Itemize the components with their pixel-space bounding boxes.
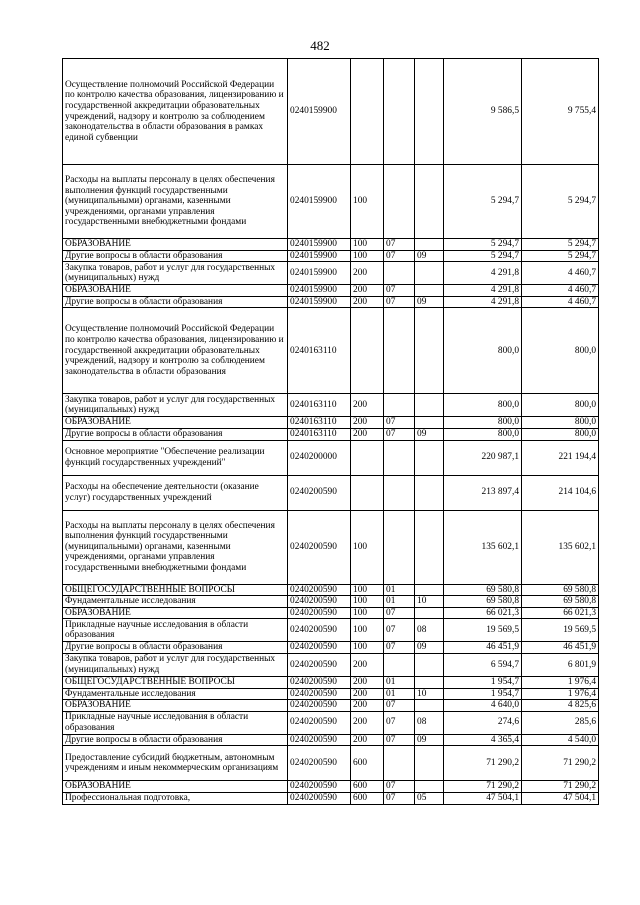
table-row (63, 417, 599, 429)
row-code-cell: 0240200590 (288, 607, 351, 619)
row-amount-1-cell: 46 451,9 (444, 642, 522, 654)
row-amount-2-cell: 285,6 (522, 711, 599, 734)
row-name-cell: ОБРАЗОВАНИЕ (63, 781, 288, 793)
budget-table (62, 58, 599, 805)
budget-table-body (63, 59, 599, 805)
row-name-cell: Другие вопросы в области образования (63, 428, 288, 440)
row-amount-2-cell: 800,0 (522, 394, 599, 417)
row-amount-2-cell: 69 580,8 (522, 584, 599, 596)
row-section-cell: 07 (384, 607, 415, 619)
row-expense-type-cell: 100 (351, 250, 384, 262)
table-row (63, 394, 599, 417)
row-amount-2-cell: 47 504,1 (522, 792, 599, 804)
row-amount-1-cell: 800,0 (444, 394, 522, 417)
row-subsection-cell: 09 (415, 642, 444, 654)
table-row (63, 746, 599, 781)
row-amount-2-cell: 4 460,7 (522, 296, 599, 308)
row-subsection-cell (415, 308, 444, 394)
row-amount-1-cell: 135 602,1 (444, 510, 522, 584)
table-row (63, 285, 599, 297)
row-name-cell: Профессиональная подготовка, (63, 792, 288, 804)
row-amount-1-cell: 5 294,7 (444, 250, 522, 262)
row-section-cell (384, 262, 415, 285)
row-code-cell: 0240159900 (288, 296, 351, 308)
row-code-cell: 0240200590 (288, 781, 351, 793)
row-name-cell: Другие вопросы в области образования (63, 642, 288, 654)
row-code-cell: 0240200590 (288, 746, 351, 781)
table-row (63, 711, 599, 734)
row-amount-2-cell: 4 825,6 (522, 700, 599, 712)
row-name-cell: ОБРАЗОВАНИЕ (63, 417, 288, 429)
table-row (63, 165, 599, 239)
table-row (63, 734, 599, 746)
row-section-cell (384, 475, 415, 510)
row-section-cell: 01 (384, 584, 415, 596)
row-code-cell: 0240200590 (288, 676, 351, 688)
row-subsection-cell (415, 700, 444, 712)
row-section-cell (384, 653, 415, 676)
row-expense-type-cell: 200 (351, 676, 384, 688)
row-code-cell: 0240200590 (288, 653, 351, 676)
row-section-cell (384, 394, 415, 417)
row-expense-type-cell: 100 (351, 642, 384, 654)
row-subsection-cell (415, 165, 444, 239)
row-amount-1-cell: 69 580,8 (444, 584, 522, 596)
row-expense-type-cell: 200 (351, 285, 384, 297)
row-amount-1-cell: 47 504,1 (444, 792, 522, 804)
row-code-cell: 0240200590 (288, 584, 351, 596)
row-expense-type-cell: 200 (351, 711, 384, 734)
row-name-cell: ОБРАЗОВАНИЕ (63, 700, 288, 712)
row-subsection-cell: 10 (415, 596, 444, 608)
row-subsection-cell (415, 653, 444, 676)
row-expense-type-cell (351, 440, 384, 475)
row-amount-1-cell: 213 897,4 (444, 475, 522, 510)
row-amount-1-cell: 9 586,5 (444, 59, 522, 165)
row-expense-type-cell (351, 59, 384, 165)
row-amount-1-cell: 800,0 (444, 417, 522, 429)
row-amount-2-cell: 4 460,7 (522, 262, 599, 285)
row-amount-2-cell: 69 580,8 (522, 596, 599, 608)
row-subsection-cell: 05 (415, 792, 444, 804)
row-section-cell: 07 (384, 734, 415, 746)
row-amount-2-cell: 4 540,0 (522, 734, 599, 746)
row-amount-1-cell: 4 291,8 (444, 262, 522, 285)
row-expense-type-cell: 100 (351, 510, 384, 584)
row-amount-1-cell: 1 954,7 (444, 676, 522, 688)
row-code-cell: 0240159900 (288, 59, 351, 165)
row-subsection-cell: 09 (415, 428, 444, 440)
page-number: 482 (310, 38, 330, 53)
row-amount-1-cell: 4 291,8 (444, 285, 522, 297)
table-row (63, 596, 599, 608)
table-row (63, 792, 599, 804)
table-row (63, 308, 599, 394)
row-code-cell: 0240200590 (288, 711, 351, 734)
row-name-cell: ОБЩЕГОСУДАРСТВЕННЫЕ ВОПРОСЫ (63, 584, 288, 596)
row-expense-type-cell: 100 (351, 165, 384, 239)
table-row (63, 59, 599, 165)
row-name-cell: Расходы на выплаты персоналу в целях обеспечения выполнения функций государственными (муниципальными) органами, казенными учреждениями, органами управления государственными внебюджетными фондами (63, 510, 288, 584)
row-amount-1-cell: 4 640,0 (444, 700, 522, 712)
row-expense-type-cell: 200 (351, 262, 384, 285)
row-amount-1-cell: 5 294,7 (444, 239, 522, 251)
row-expense-type-cell: 200 (351, 653, 384, 676)
row-amount-1-cell: 5 294,7 (444, 165, 522, 239)
row-amount-2-cell: 214 104,6 (522, 475, 599, 510)
row-amount-1-cell: 1 954,7 (444, 688, 522, 700)
row-name-cell: Фундаментальные исследования (63, 596, 288, 608)
row-section-cell: 01 (384, 688, 415, 700)
row-code-cell: 0240200590 (288, 734, 351, 746)
row-expense-type-cell: 100 (351, 607, 384, 619)
table-row (63, 428, 599, 440)
row-expense-type-cell: 100 (351, 596, 384, 608)
row-code-cell: 0240200590 (288, 642, 351, 654)
row-expense-type-cell: 200 (351, 417, 384, 429)
row-name-cell: ОБЩЕГОСУДАРСТВЕННЫЕ ВОПРОСЫ (63, 676, 288, 688)
table-row (63, 642, 599, 654)
row-section-cell: 07 (384, 417, 415, 429)
row-expense-type-cell: 100 (351, 619, 384, 642)
row-section-cell (384, 165, 415, 239)
row-section-cell: 07 (384, 781, 415, 793)
row-expense-type-cell: 600 (351, 746, 384, 781)
row-name-cell: Предоставление субсидий бюджетным, автономным учреждениям и иным некоммерческим организациям (63, 746, 288, 781)
row-section-cell (384, 308, 415, 394)
table-row (63, 296, 599, 308)
row-subsection-cell (415, 781, 444, 793)
row-section-cell: 07 (384, 642, 415, 654)
row-amount-2-cell: 800,0 (522, 417, 599, 429)
row-subsection-cell: 09 (415, 296, 444, 308)
row-amount-2-cell: 4 460,7 (522, 285, 599, 297)
row-amount-2-cell: 46 451,9 (522, 642, 599, 654)
row-amount-1-cell: 71 290,2 (444, 781, 522, 793)
row-name-cell: Закупка товаров, работ и услуг для государственных (муниципальных) нужд (63, 394, 288, 417)
row-name-cell: Расходы на обеспечение деятельности (оказание услуг) государственных учреждений (63, 475, 288, 510)
row-name-cell: Закупка товаров, работ и услуг для государственных (муниципальных) нужд (63, 653, 288, 676)
row-expense-type-cell: 200 (351, 296, 384, 308)
row-code-cell: 0240200590 (288, 475, 351, 510)
row-amount-2-cell: 6 801,9 (522, 653, 599, 676)
row-section-cell: 01 (384, 596, 415, 608)
row-amount-1-cell: 6 594,7 (444, 653, 522, 676)
row-expense-type-cell: 200 (351, 428, 384, 440)
row-subsection-cell (415, 394, 444, 417)
row-code-cell: 0240159900 (288, 165, 351, 239)
row-section-cell: 07 (384, 239, 415, 251)
row-name-cell: Осуществление полномочий Российской Федерации по контролю качества образования, лицензированию и государственной аккредитации образовательных учреждений, надзору и контролю за соблюдением законодательства в области образования в рамках единой субвенции (63, 59, 288, 165)
row-name-cell: Фундаментальные исследования (63, 688, 288, 700)
row-subsection-cell: 09 (415, 250, 444, 262)
table-row (63, 700, 599, 712)
row-expense-type-cell: 200 (351, 734, 384, 746)
row-section-cell: 07 (384, 428, 415, 440)
row-subsection-cell (415, 746, 444, 781)
table-row (63, 440, 599, 475)
table-row (63, 584, 599, 596)
row-amount-2-cell: 1 976,4 (522, 676, 599, 688)
row-code-cell: 0240200590 (288, 700, 351, 712)
row-amount-2-cell: 5 294,7 (522, 239, 599, 251)
row-expense-type-cell: 100 (351, 584, 384, 596)
row-subsection-cell (415, 440, 444, 475)
row-amount-1-cell: 800,0 (444, 308, 522, 394)
row-expense-type-cell: 600 (351, 792, 384, 804)
row-amount-2-cell: 1 976,4 (522, 688, 599, 700)
table-row (63, 688, 599, 700)
row-name-cell: Закупка товаров, работ и услуг для государственных (муниципальных) нужд (63, 262, 288, 285)
row-subsection-cell: 08 (415, 619, 444, 642)
row-subsection-cell: 10 (415, 688, 444, 700)
row-subsection-cell (415, 285, 444, 297)
row-expense-type-cell: 600 (351, 781, 384, 793)
row-amount-2-cell: 66 021,3 (522, 607, 599, 619)
row-amount-1-cell: 69 580,8 (444, 596, 522, 608)
row-subsection-cell (415, 676, 444, 688)
row-amount-1-cell: 4 365,4 (444, 734, 522, 746)
table-row (63, 676, 599, 688)
row-code-cell: 0240200000 (288, 440, 351, 475)
row-section-cell (384, 440, 415, 475)
row-name-cell: Прикладные научные исследования в области образования (63, 619, 288, 642)
row-subsection-cell (415, 584, 444, 596)
row-amount-2-cell: 9 755,4 (522, 59, 599, 165)
row-amount-1-cell: 71 290,2 (444, 746, 522, 781)
row-code-cell: 0240200590 (288, 792, 351, 804)
row-expense-type-cell: 100 (351, 239, 384, 251)
row-code-cell: 0240159900 (288, 250, 351, 262)
row-expense-type-cell (351, 475, 384, 510)
row-section-cell: 07 (384, 250, 415, 262)
row-amount-2-cell: 5 294,7 (522, 165, 599, 239)
row-section-cell: 07 (384, 711, 415, 734)
row-amount-1-cell: 66 021,3 (444, 607, 522, 619)
row-name-cell: Прикладные научные исследования в области образования (63, 711, 288, 734)
row-name-cell: ОБРАЗОВАНИЕ (63, 239, 288, 251)
row-subsection-cell (415, 417, 444, 429)
row-code-cell: 0240159900 (288, 285, 351, 297)
row-subsection-cell (415, 607, 444, 619)
row-amount-1-cell: 19 569,5 (444, 619, 522, 642)
row-section-cell: 07 (384, 619, 415, 642)
row-section-cell: 07 (384, 296, 415, 308)
row-name-cell: Другие вопросы в области образования (63, 734, 288, 746)
row-name-cell: Расходы на выплаты персоналу в целях обеспечения выполнения функций государственными (муниципальными) органами, казенными учреждениями, органами управления государственными внебюджетными фондами (63, 165, 288, 239)
table-row (63, 250, 599, 262)
row-amount-2-cell: 71 290,2 (522, 781, 599, 793)
row-section-cell: 07 (384, 285, 415, 297)
table-row (63, 510, 599, 584)
row-expense-type-cell: 200 (351, 688, 384, 700)
row-name-cell: ОБРАЗОВАНИЕ (63, 285, 288, 297)
table-row (63, 619, 599, 642)
table-row (63, 262, 599, 285)
row-code-cell: 0240200590 (288, 619, 351, 642)
row-amount-2-cell: 71 290,2 (522, 746, 599, 781)
row-subsection-cell (415, 262, 444, 285)
row-amount-2-cell: 19 569,5 (522, 619, 599, 642)
row-expense-type-cell: 200 (351, 394, 384, 417)
row-code-cell: 0240163110 (288, 394, 351, 417)
row-section-cell (384, 746, 415, 781)
row-name-cell: ОБРАЗОВАНИЕ (63, 607, 288, 619)
row-section-cell: 01 (384, 676, 415, 688)
row-amount-2-cell: 221 194,4 (522, 440, 599, 475)
row-section-cell (384, 59, 415, 165)
row-name-cell: Другие вопросы в области образования (63, 250, 288, 262)
row-subsection-cell (415, 239, 444, 251)
row-amount-2-cell: 135 602,1 (522, 510, 599, 584)
row-code-cell: 0240159900 (288, 239, 351, 251)
row-subsection-cell (415, 510, 444, 584)
row-expense-type-cell: 200 (351, 700, 384, 712)
row-section-cell: 07 (384, 792, 415, 804)
row-name-cell: Другие вопросы в области образования (63, 296, 288, 308)
row-amount-1-cell: 4 291,8 (444, 296, 522, 308)
row-name-cell: Осуществление полномочий Российской Федерации по контролю качества образования, лицензированию и государственной аккредитации образовательных учреждений, надзору и контролю за соблюдением законодательства в области образования (63, 308, 288, 394)
row-code-cell: 0240200590 (288, 510, 351, 584)
table-row (63, 607, 599, 619)
row-code-cell: 0240159900 (288, 262, 351, 285)
row-code-cell: 0240163110 (288, 428, 351, 440)
row-section-cell (384, 510, 415, 584)
row-code-cell: 0240200590 (288, 596, 351, 608)
row-name-cell: Основное мероприятие "Обеспечение реализации функций государственных учреждений" (63, 440, 288, 475)
row-amount-1-cell: 220 987,1 (444, 440, 522, 475)
row-amount-2-cell: 800,0 (522, 428, 599, 440)
row-subsection-cell: 08 (415, 711, 444, 734)
row-amount-1-cell: 800,0 (444, 428, 522, 440)
row-subsection-cell (415, 59, 444, 165)
row-code-cell: 0240163110 (288, 308, 351, 394)
row-expense-type-cell (351, 308, 384, 394)
table-row (63, 239, 599, 251)
row-subsection-cell (415, 475, 444, 510)
row-section-cell: 07 (384, 700, 415, 712)
table-row (63, 475, 599, 510)
row-amount-2-cell: 5 294,7 (522, 250, 599, 262)
table-row (63, 781, 599, 793)
row-code-cell: 0240200590 (288, 688, 351, 700)
table-row (63, 653, 599, 676)
row-amount-2-cell: 800,0 (522, 308, 599, 394)
row-subsection-cell: 09 (415, 734, 444, 746)
row-code-cell: 0240163110 (288, 417, 351, 429)
row-amount-1-cell: 274,6 (444, 711, 522, 734)
